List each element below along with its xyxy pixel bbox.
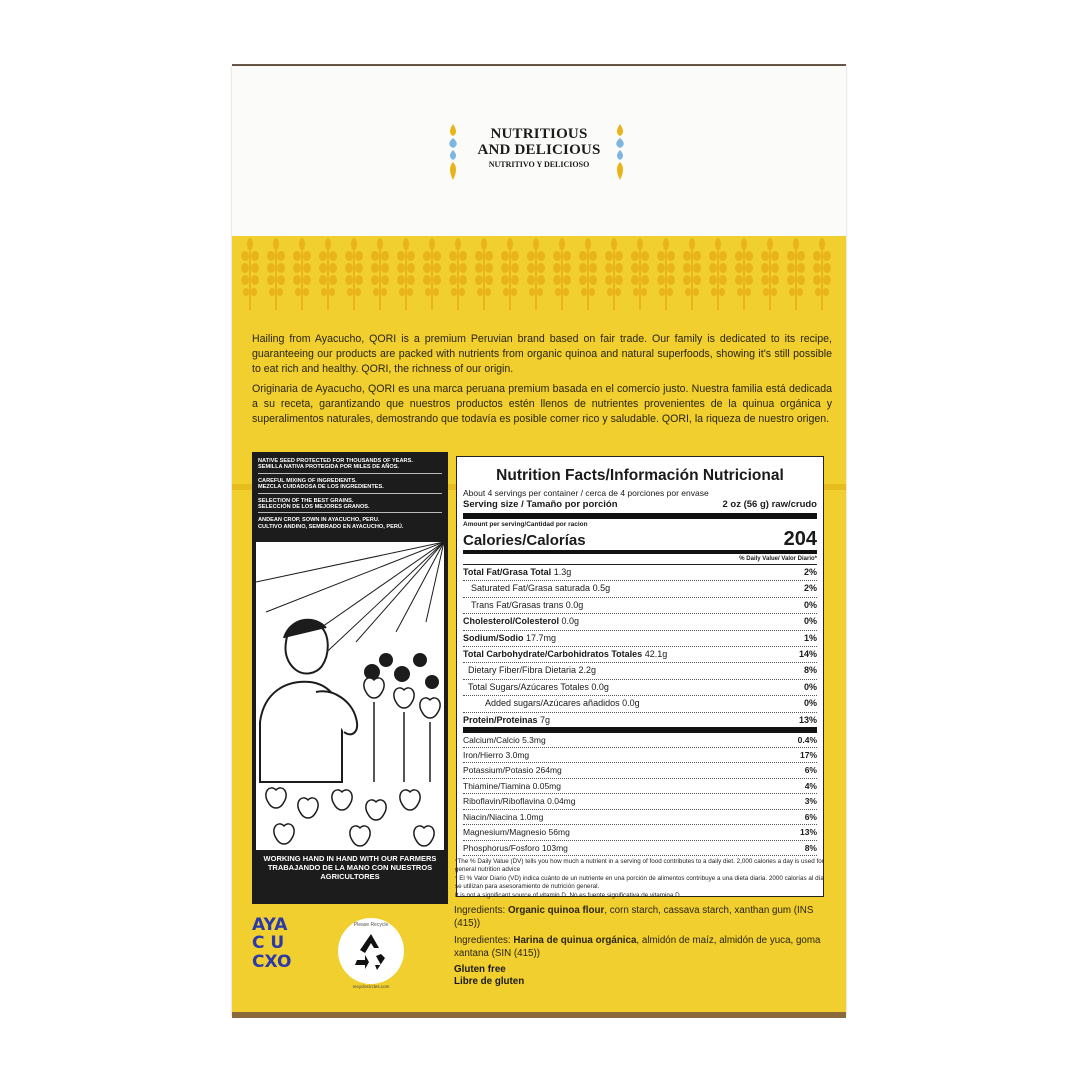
farmer-caption [252, 854, 448, 881]
nutrient-percent: 0% [803, 698, 817, 709]
servings-per-container: About 4 servings per container / cerca de 4 porciones por envase [463, 488, 709, 498]
nutrient-percent: 2% [803, 567, 817, 577]
nutrient-percent: 1% [803, 632, 817, 643]
mineral-percent: 0.4% [797, 734, 817, 745]
nutrient-amount: 0.0g [561, 616, 580, 627]
nutrient-amount: 0.5g [592, 583, 611, 594]
nutrient-amount: 2.2g [578, 665, 597, 676]
ingredientes-label: Ingredientes: [454, 935, 511, 946]
tagline-line-1: NUTRITIOUS [490, 126, 588, 142]
gluten-free-statement [454, 964, 826, 988]
mineral-name: Potassium/Potasio [463, 765, 534, 776]
feature-es: SEMILLA NATIVA PROTEGIDA POR MILES DE AÑOS. [258, 464, 399, 471]
serving-size-label: Serving size / Tamaño por porción [463, 499, 618, 510]
recycle-url: recyclecircles.com [352, 984, 390, 989]
mineral-percent: 17% [799, 750, 817, 761]
ingredientes-rest: , almidón de maíz, almidón de yuca, goma xantana (SIN (415)) [454, 935, 821, 959]
mineral-amount: 0.05mg [532, 780, 561, 791]
daily-value-header: % Daily Value/ Valor Diario* [463, 554, 817, 565]
feature-item [258, 498, 442, 514]
calories-value: 204 [783, 528, 817, 550]
nutrient-amount: 42.1g [644, 649, 668, 660]
ingredients-label: Ingredients: [454, 905, 506, 916]
nutrient-name: Cholesterol/Colesterol [463, 616, 560, 627]
tagline-line-2: AND DELICIOUS [477, 142, 601, 158]
nutrient-percent: 8% [803, 665, 817, 676]
mineral-name: Magnesium/Magnesio [463, 827, 547, 838]
feature-en: ANDEAN CROP, SOWN IN AYACUCHO, PERU. [258, 517, 380, 524]
nutrient-name: Protein/Proteinas [463, 714, 538, 725]
footnote-spanish: * El % Valor Diario (VD) indica cuánto de un nutriente en una porción de alimentos contribuye a una dieta diaria. 2000 calorías al día se utilizan para asesoramiento de nutrición general. [455, 875, 824, 890]
nutrient-amount: 0.0g [591, 681, 609, 692]
mineral-percent: 3% [804, 796, 817, 807]
nutrient-name: Total Sugars/Azúcares Totales [468, 681, 589, 692]
ingredientes-highlight: Harina de quinua orgánica [513, 935, 637, 946]
feature-item [258, 517, 442, 530]
nutrient-percent: 14% [798, 649, 817, 660]
nutrient-amount: 0.0g [622, 698, 640, 709]
nutrient-name: Sodium/Sodio [463, 632, 524, 643]
nutrition-footnote [455, 858, 825, 900]
nutrition-title: Nutrition Facts/Información Nutricional [496, 467, 784, 484]
mineral-row [463, 748, 817, 763]
mineral-amount: 0.04mg [547, 796, 576, 807]
ayacucho-logo-line-3: CXO [252, 952, 292, 970]
package-back-panel [232, 66, 846, 1016]
nutrient-name: Added sugars/Azúcares añadidos [485, 698, 620, 709]
brand-story-spanish: Originaria de Ayacucho, QORI es una marca peruana premium basada en el comercio justo. Nuestra familia está dedicada a su receta, garantizando que nuestros productos estén llenos de nutrientes provenientes de la quinua orgánica y superalimentos naturales, demostrando que todavía es posible comer rico y saludable. QORI, la riqueza de nuestro origen. [252, 383, 832, 425]
mineral-amount: 1.0mg [519, 811, 544, 822]
mineral-amount: 5.3mg [522, 734, 546, 745]
mineral-name: Riboflavin/Riboflavina [463, 796, 545, 807]
brand-story [252, 332, 832, 427]
feature-es: MEZCLA CUIDADOSA DE LOS INGREDIENTES. [258, 484, 384, 491]
ingredients-spanish [454, 934, 826, 960]
farmer-panel [252, 452, 448, 904]
nutrient-row [463, 631, 817, 647]
nutrient-percent: 0% [803, 616, 817, 627]
nutrition-facts-label [456, 456, 824, 897]
tagline-spanish: NUTRITIVO Y DELICIOSO [488, 160, 590, 169]
mineral-row [463, 825, 817, 840]
brand-story-english: Hailing from Ayacucho, QORI is a premium Peruvian brand based on fair trade. Our family is dedicated to its recipe, guaranteeing our products are packed with nutrients from organic quinoa and natural superfoods, showing it's still possible to eat rich and healthy. QORI, the richness of our origin. [252, 333, 832, 375]
feature-es: SELECCIÓN DE LOS MEJORES GRANOS. [258, 504, 370, 511]
nutrient-name: Dietary Fiber/Fibra Dietaria [468, 665, 577, 676]
nutrient-row [463, 647, 817, 663]
feature-en: CAREFUL MIXING OF INGREDIENTS. [258, 477, 357, 484]
quinoa-sprig-icon [612, 122, 628, 182]
ingredients-highlight: Organic quinoa flour [507, 905, 605, 916]
gluten-free-en: Gluten free [454, 964, 506, 975]
feature-list [258, 458, 442, 534]
nutrient-name: Total Fat/Grasa Total [463, 567, 552, 577]
mineral-row [463, 733, 817, 748]
mineral-percent: 13% [799, 827, 817, 838]
quinoa-sprig-icon [445, 122, 461, 182]
nutrient-row [463, 663, 817, 679]
ayacucho-logo [252, 914, 312, 970]
nutrient-row [463, 581, 817, 597]
farmer-caption-en: WORKING HAND IN HAND WITH OUR FARMERS [263, 854, 437, 863]
feature-item [258, 458, 442, 474]
mineral-name: Niacin/Niacina [463, 811, 518, 822]
nutrient-amount: 0.0g [565, 599, 584, 610]
mineral-row [463, 810, 817, 825]
footnote-english: *The % Daily Value (DV) tells you how much a nutrient in a serving of food contributes to a daily diet. 2,000 calories a day is used for general nutrition advice [455, 858, 824, 873]
ingredients [454, 904, 826, 988]
nutrient-amount: 7g [540, 714, 551, 725]
mineral-percent: 6% [804, 765, 817, 776]
mineral-percent: 6% [804, 811, 817, 822]
mineral-percent: 4% [804, 780, 817, 791]
nutrient-row [463, 598, 817, 614]
feature-en: NATIVE SEED PROTECTED FOR THOUSANDS OF YEARS. [258, 458, 413, 464]
grain-row-illustration [240, 236, 840, 312]
feature-es: CULTIVO ANDINO, SEMBRADO EN AYACUCHO, PERÚ. [258, 523, 404, 530]
farmer-illustration [256, 542, 444, 850]
feature-item [258, 478, 442, 494]
ayacucho-logo-line-1: AYA [252, 915, 288, 935]
mineral-name: Phosphorus/Fosforo [463, 842, 540, 853]
nutrient-percent: 13% [798, 714, 817, 725]
nutrient-percent: 2% [803, 583, 817, 594]
mineral-row [463, 794, 817, 809]
serving-size [463, 499, 817, 519]
mineral-amount: 56mg [548, 827, 570, 838]
farmer-caption-es: TRABAJANDO DE LA MANO CON NUESTROS AGRICULTORES [267, 863, 433, 881]
mineral-row [463, 779, 817, 794]
serving-size-value: 2 oz (56 g) raw/crudo [722, 499, 817, 510]
mineral-amount: 264mg [535, 765, 562, 776]
nutrient-row [463, 696, 817, 712]
nutrient-percent: 0% [803, 599, 817, 610]
nutrient-name: Total Carbohydrate/Carbohidratos Totales [463, 649, 643, 660]
nutrient-row [463, 680, 817, 696]
recycle-label: Please Recycle [353, 922, 389, 928]
nutrient-name: Trans Fat/Grasas trans [471, 599, 564, 610]
nutrient-amount: 17.7mg [526, 632, 557, 643]
amount-per-serving: Amount per serving/Cantidad por racion [463, 521, 588, 528]
calories-label: Calories/Calorías [463, 532, 586, 549]
tagline [232, 126, 846, 169]
nutrient-percent: 0% [803, 681, 817, 692]
mineral-row [463, 841, 817, 856]
mineral-name: Calcium/Calcio [463, 734, 520, 745]
ingredients-rest: , corn starch, cassava starch, xanthan gum (INS (415)) [454, 905, 814, 929]
nutrient-amount: 1.3g [553, 567, 572, 577]
feature-en: SELECTION OF THE BEST GRAINS. [258, 497, 354, 504]
nutrient-name: Saturated Fat/Grasa saturada [471, 583, 591, 594]
mineral-percent: 8% [804, 842, 817, 853]
mineral-name: Iron/Hierro [463, 750, 504, 761]
calories-row [463, 529, 817, 554]
ingredients-english [454, 904, 826, 930]
nutrient-row [463, 565, 817, 581]
gluten-free-es: Libre de gluten [454, 976, 525, 987]
recycle-badge [338, 918, 404, 984]
mineral-amount: 3.0mg [505, 750, 530, 761]
mineral-amount: 103mg [541, 842, 568, 853]
box-bottom-edge [232, 1012, 846, 1018]
footnote-vitamin-d: It is not a significant source of vitamin D. No es fuente significativa de vitamina D. [455, 892, 682, 899]
ayacucho-logo-line-2: C U [252, 933, 285, 953]
nutrient-row [463, 614, 817, 630]
mineral-name: Thiamine/Tiamina [463, 780, 531, 791]
mineral-row [463, 763, 817, 778]
nutrient-row [463, 713, 817, 733]
